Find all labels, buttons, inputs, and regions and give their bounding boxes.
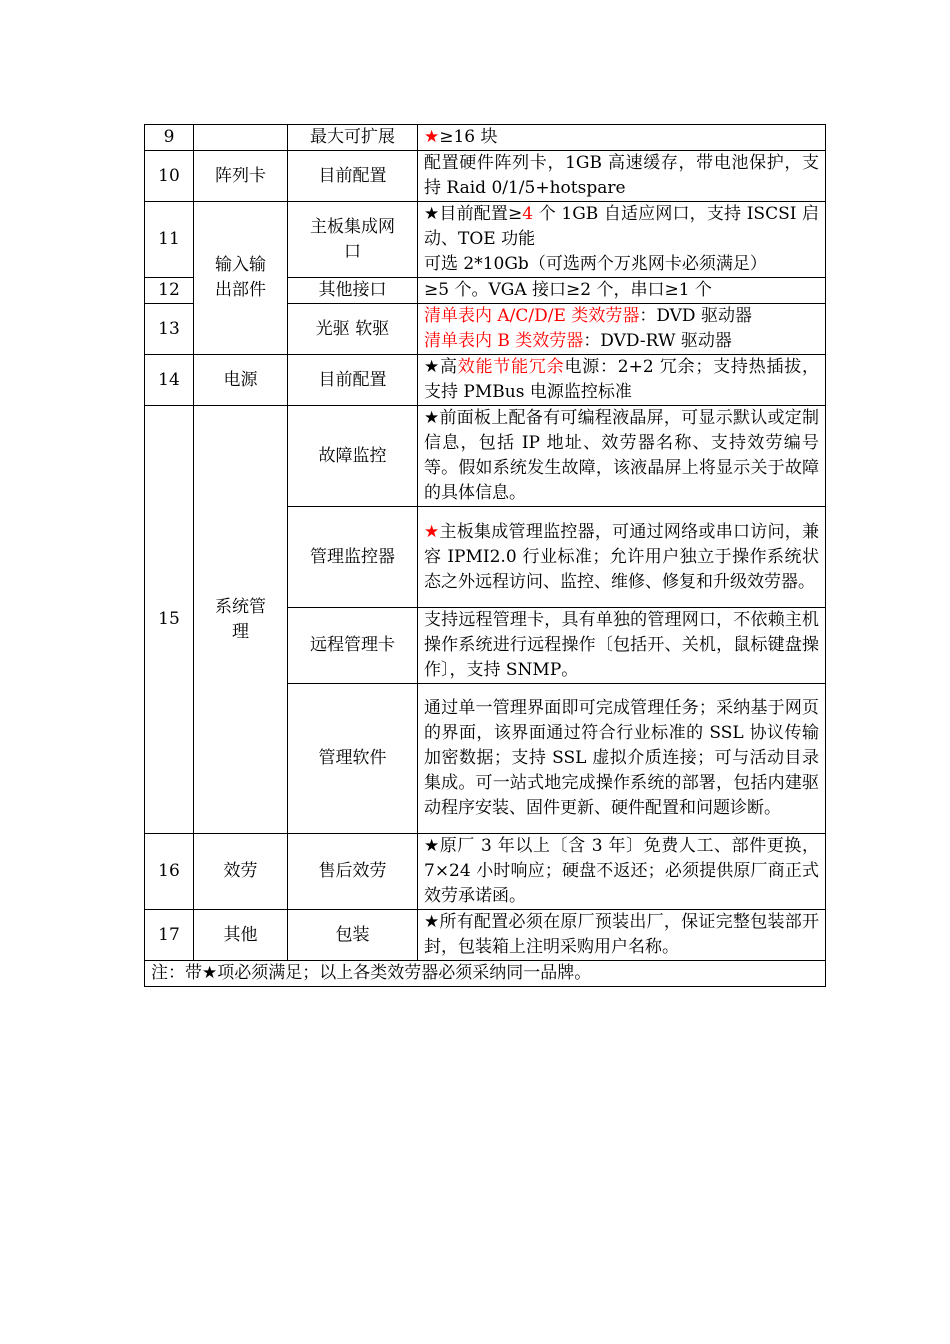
star-icon: ★ (424, 912, 440, 932)
star-icon: ★ (424, 408, 440, 428)
item-name: 最大可扩展 (288, 125, 418, 151)
table-row (145, 406, 826, 507)
table-row (145, 202, 826, 278)
row-number: 13 (145, 304, 194, 355)
table-row (145, 355, 826, 406)
item-name: 光驱 软驱 (288, 304, 418, 355)
category: 阵列卡 (194, 151, 288, 202)
category: 电源 (194, 355, 288, 406)
category: 系统管理 (194, 406, 288, 834)
description: ★所有配置必须在原厂预装出厂，保证完整包装部开封，包装箱上注明采购用户名称。 (418, 910, 826, 961)
description: ★主板集成管理监控器，可通过网络或串口访问，兼容 IPMI2.0 行业标准；允许用户独立于操作系统状态之外远程访问、监控、维修、修复和升级效劳器。 (418, 507, 826, 608)
description: ★目前配置≥4 个 1GB 自适应网口，支持 ISCSI 启动、TOE 功能 可选 2*10Gb（可选两个万兆网卡必须满足） (418, 202, 826, 278)
table-row (145, 910, 826, 961)
table-row (145, 151, 826, 202)
item-name: 包装 (288, 910, 418, 961)
item-name: 管理监控器 (288, 507, 418, 608)
table-row (145, 125, 826, 151)
row-number: 11 (145, 202, 194, 278)
table-row (145, 961, 826, 987)
star-icon: ★ (202, 963, 218, 983)
description: ★高效能节能冗余电源：2+2 冗余；支持热插拔，支持 PMBus 电源监控标准 (418, 355, 826, 406)
spec-table (144, 124, 826, 987)
category: 其他 (194, 910, 288, 961)
item-name: 其他接口 (288, 278, 418, 304)
description: 清单表内 A/C/D/E 类效劳器：DVD 驱动器 清单表内 B 类效劳器：DVD-RW 驱动器 (418, 304, 826, 355)
star-icon: ★ (424, 836, 440, 856)
row-number: 12 (145, 278, 194, 304)
item-name: 管理软件 (288, 684, 418, 834)
description: ★前面板上配备有可编程液晶屏，可显示默认或定制信息，包括 IP 地址、效劳器名称、支持效劳编号等。假如系统发生故障，该液晶屏上将显示关于故障的具体信息。 (418, 406, 826, 507)
star-icon: ★ (424, 204, 440, 224)
row-number: 16 (145, 834, 194, 910)
item-name: 售后效劳 (288, 834, 418, 910)
item-name: 主板集成网口 (288, 202, 418, 278)
description: 支持远程管理卡，具有单独的管理网口，不依赖主机操作系统进行远程操作〔包括开、关机，鼠标键盘操作〕，支持 SNMP。 (418, 608, 826, 684)
table-row (145, 834, 826, 910)
item-name: 远程管理卡 (288, 608, 418, 684)
description: ≥5 个。VGA 接口≥2 个，串口≥1 个 (418, 278, 826, 304)
description: ★原厂 3 年以上〔含 3 年〕免费人工、部件更换，7×24 小时响应；硬盘不返还；必须提供原厂商正式效劳承诺函。 (418, 834, 826, 910)
item-name: 故障监控 (288, 406, 418, 507)
star-icon: ★ (424, 521, 440, 542)
item-name: 目前配置 (288, 355, 418, 406)
row-number: 14 (145, 355, 194, 406)
category-cell (194, 125, 288, 151)
star-icon: ★ (424, 127, 440, 147)
description: 配置硬件阵列卡，1GB 高速缓存，带电池保护，支持 Raid 0/1/5+hotspare (418, 151, 826, 202)
row-number: 9 (145, 125, 194, 151)
star-icon: ★ (424, 357, 441, 377)
row-number: 17 (145, 910, 194, 961)
row-number: 15 (145, 406, 194, 834)
description: 通过单一管理界面即可完成管理任务；采纳基于网页的界面，该界面通过符合行业标准的 SSL 协议传输加密数据；支持 SSL 虚拟介质连接；可与活动目录集成。可一站式地完成操作系统的部署，包括内建驱动程序安装、固件更新、硬件配置和问题诊断。 (418, 684, 826, 834)
item-name: 目前配置 (288, 151, 418, 202)
table-note: 注：带★项必须满足；以上各类效劳器必须采纳同一品牌。 (145, 961, 826, 987)
row-number: 10 (145, 151, 194, 202)
category: 输入输出部件 (194, 202, 288, 355)
category: 效劳 (194, 834, 288, 910)
description: ★≥16 块 (418, 125, 826, 151)
